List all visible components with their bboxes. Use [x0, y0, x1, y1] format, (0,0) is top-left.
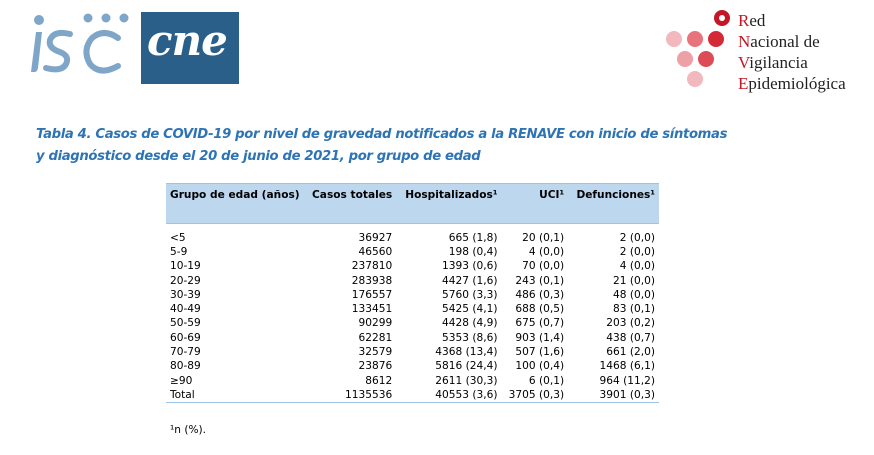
table-row	[166, 316, 659, 330]
table-cell: 2611 (30,3)	[435, 374, 498, 387]
table-cell: 48 (0,0)	[613, 288, 655, 301]
table-cell: 23876	[358, 360, 393, 373]
table-cell: 2 (0,0)	[619, 245, 655, 258]
table-row	[166, 259, 659, 273]
table-cell: 507 (1,6)	[515, 346, 565, 359]
table-cell: 176557	[351, 288, 393, 301]
table-cell: 6 (0,1)	[528, 374, 565, 387]
header-deaths: Defunciones¹	[568, 184, 659, 209]
table-row	[166, 373, 659, 387]
renave-dots-graphic	[664, 8, 736, 98]
table-row	[166, 288, 659, 302]
table-cell: 1135536	[304, 388, 397, 403]
table-cell: 4 (0,0)	[528, 245, 565, 258]
table-cell: 21 (0,0)	[613, 274, 655, 287]
table-cell: 2 (0,0)	[619, 231, 655, 244]
renave-logo	[664, 8, 869, 98]
table-cell: 237810	[351, 260, 393, 273]
header-icu: UCI¹	[501, 184, 568, 209]
table-cell: 20 (0,1)	[522, 231, 565, 244]
table-row	[166, 302, 659, 316]
table-cell: 83 (0,1)	[613, 303, 655, 316]
table-cell: 486 (0,3)	[515, 288, 565, 301]
table-row	[166, 245, 659, 259]
table-row	[166, 359, 659, 373]
table-cell: 40-49	[170, 303, 201, 316]
table-cell: 100 (0,4)	[515, 360, 565, 373]
table-cell: 20-29	[170, 274, 201, 287]
table-cell: <5	[170, 231, 186, 244]
table-cell: 60-69	[170, 331, 201, 344]
table-cell: 3901 (0,3)	[568, 388, 659, 403]
table-cell: 4 (0,0)	[619, 260, 655, 273]
renave-line-3: Vigilancia	[738, 53, 808, 72]
table-cell: 198 (0,4)	[448, 245, 498, 258]
header-total-cases: Casos totales	[304, 184, 397, 209]
header-hospitalized: Hospitalizados¹	[396, 184, 501, 209]
cne-logo	[141, 12, 239, 84]
table-cell: 1468 (6,1)	[599, 360, 655, 373]
table-cell: 964 (11,2)	[599, 374, 655, 387]
table-cell: 133451	[351, 303, 393, 316]
table-caption: Tabla 4. Casos de COVID-19 por nivel de gravedad notificados a la RENAVE con inicio de síntomas y diagnóstico desde el 20 de junio de 2021, por grupo de edad	[36, 127, 728, 164]
table-cell: 70 (0,0)	[522, 260, 565, 273]
table-cell: 5-9	[170, 245, 188, 258]
table-cell: 40553 (3,6)	[396, 388, 501, 403]
table-header-row	[166, 184, 659, 209]
table-cell: 32579	[358, 346, 393, 359]
table-cell: 4428 (4,9)	[442, 317, 498, 330]
table-cell: 36927	[358, 231, 393, 244]
table-footnote: ¹n (%).	[170, 424, 207, 436]
table-cell: 46560	[358, 245, 393, 258]
table-cell: 8612	[365, 374, 393, 387]
table-cell: 438 (0,7)	[606, 331, 655, 344]
table-cell: 90299	[358, 317, 393, 330]
table-cell: ≥90	[170, 374, 193, 387]
table-cell: 5353 (8,6)	[442, 331, 498, 344]
table-row	[166, 345, 659, 359]
table-cell: 50-59	[170, 317, 201, 330]
renave-logo-text	[738, 10, 846, 94]
table-cell: 30-39	[170, 288, 201, 301]
table-cell: 283938	[351, 274, 393, 287]
table-cell: Total	[166, 388, 304, 403]
table-body	[166, 231, 659, 403]
table-cell: 5425 (4,1)	[442, 303, 498, 316]
table-cell: 903 (1,4)	[515, 331, 565, 344]
table-cell: 243 (0,1)	[515, 274, 565, 287]
table-cell: 675 (0,7)	[515, 317, 565, 330]
table-cell: 1393 (0,6)	[442, 260, 498, 273]
renave-line-1: Red	[738, 11, 766, 30]
table-row	[166, 273, 659, 287]
table-cell: 5816 (24,4)	[435, 360, 498, 373]
table-row	[166, 388, 659, 403]
renave-line-4: Epidemiológica	[738, 74, 846, 93]
table-cell: 5760 (3,3)	[442, 288, 498, 301]
table-cell: 62281	[358, 331, 393, 344]
table-row	[166, 231, 659, 245]
table-cell: 10-19	[170, 260, 201, 273]
table-cell: 661 (2,0)	[606, 346, 655, 359]
table-row	[166, 331, 659, 345]
table-cell: 203 (0,2)	[606, 317, 655, 330]
header-age-group: Grupo de edad (años)	[166, 184, 304, 209]
renave-line-2: Nacional de	[738, 32, 820, 51]
table-cell: 4368 (13,4)	[435, 346, 498, 359]
isciii-logo	[28, 10, 136, 82]
table-cell: 665 (1,8)	[448, 231, 498, 244]
table-cell: 80-89	[170, 360, 201, 373]
cne-logo-text: cne	[147, 16, 227, 65]
table-cell: 4427 (1,6)	[442, 274, 498, 287]
table-cell: 3705 (0,3)	[501, 388, 568, 403]
isciii-logo-graphic	[28, 10, 136, 82]
cases-table	[166, 183, 659, 403]
table-cell: 70-79	[170, 346, 201, 359]
table-cell: 688 (0,5)	[515, 303, 565, 316]
